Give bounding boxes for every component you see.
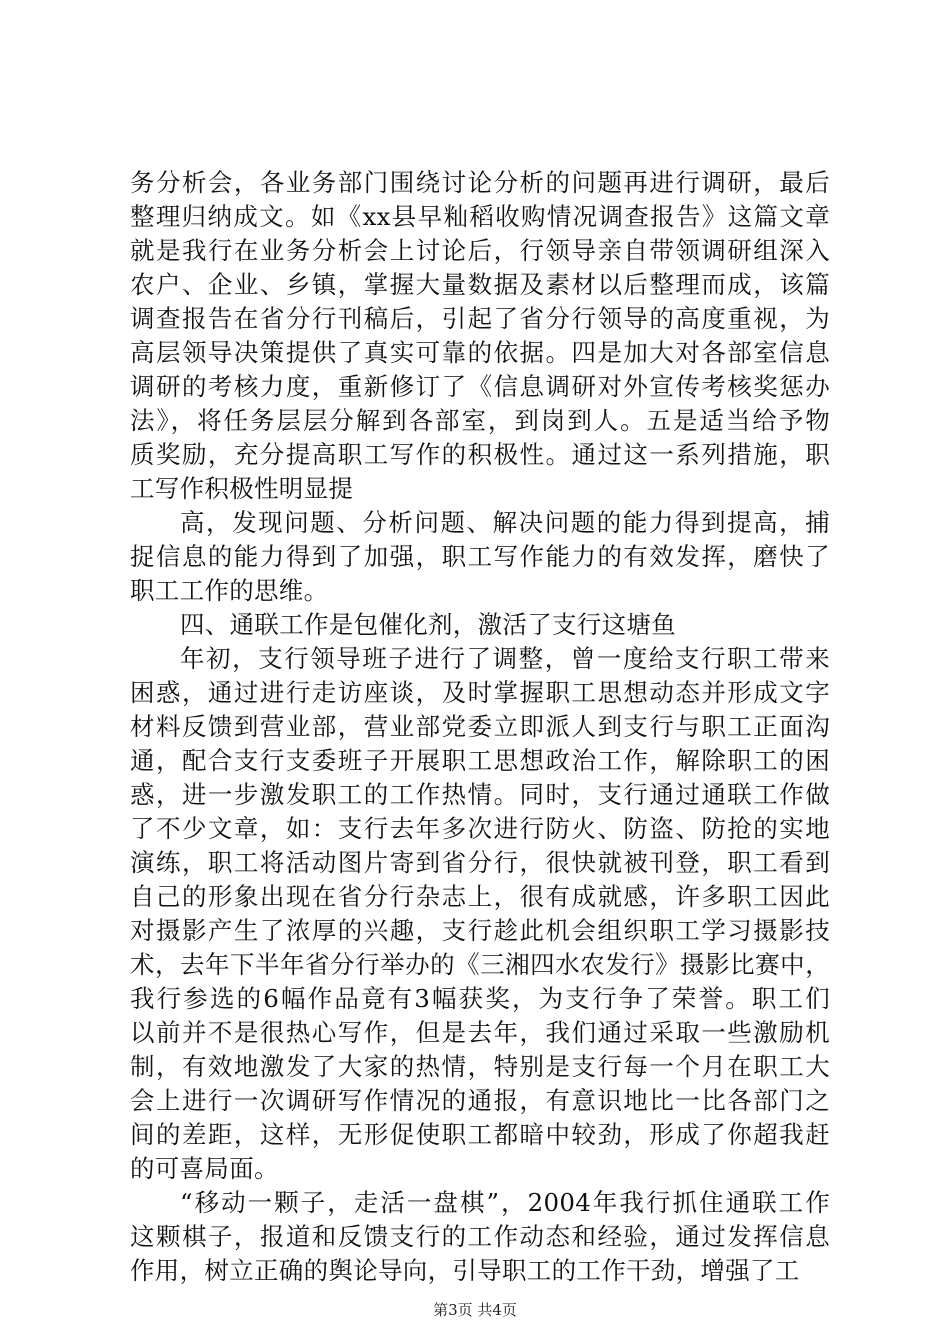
text-line: 惑，进一步激发职工的工作热情。同时，支行通过通联工作做 <box>130 780 830 809</box>
document-body <box>130 166 830 1288</box>
text-line: 职工工作的思维。 <box>130 576 329 605</box>
text-line: 质奖励，充分提高职工写作的积极性。通过这一系列措施，职 <box>130 440 830 469</box>
paragraph <box>130 608 830 642</box>
text-line: 法》，将任务层层分解到各部室，到岗到人。五是适当给予物 <box>130 406 830 435</box>
text-line: “移动一颗子，走活一盘棋”，2004年我行抓住通联工作 <box>180 1188 830 1217</box>
text-line: 以前并不是很热心写作，但是去年，我们通过采取一些激励机 <box>130 1018 830 1047</box>
text-line: 调查报告在省分行刊稿后，引起了省分行领导的高度重视，为 <box>130 304 830 333</box>
text-line: 制，有效地激发了大家的热情，特别是支行每一个月在职工大 <box>130 1052 830 1081</box>
text-line: 整理归纳成文。如《xx县早籼稻收购情况调查报告》这篇文章 <box>130 202 830 231</box>
text-line: 农户、企业、乡镇，掌握大量数据及素材以后整理而成，该篇 <box>130 270 830 299</box>
text-line: 调研的考核力度，重新修订了《信息调研对外宣传考核奖惩办 <box>130 372 830 401</box>
text-line: 作用，树立正确的舆论导向，引导职工的工作干劲，增强了工 <box>130 1256 800 1285</box>
text-line: 就是我行在业务分析会上讨论后，行领导亲自带领调研组深入 <box>130 236 830 265</box>
text-line: 演练，职工将活动图片寄到省分行，很快就被刊登，职工看到 <box>130 848 830 877</box>
text-line: 的可喜局面。 <box>130 1154 279 1183</box>
text-line: 材料反馈到营业部，营业部党委立即派人到支行与职工正面沟 <box>130 712 830 741</box>
text-line: 间的差距，这样，无形促使职工都暗中较劲，形成了你超我赶 <box>130 1120 830 1149</box>
text-line: 高，发现问题、分析问题、解决问题的能力得到提高，捕 <box>180 508 830 537</box>
text-line: 会上进行一次调研写作情况的通报，有意识地比一比各部门之 <box>130 1086 830 1115</box>
text-line: 四、通联工作是包催化剂，激活了支行这塘鱼 <box>180 610 676 639</box>
text-line: 通，配合支行支委班子开展职工思想政治工作，解除职工的困 <box>130 746 830 775</box>
paragraph <box>130 642 830 1186</box>
text-line: 术，去年下半年省分行举办的《三湘四水农发行》摄影比赛中， <box>130 950 830 979</box>
paragraph <box>130 166 830 506</box>
page-footer: 第3页 共4页 <box>433 1301 517 1319</box>
text-line: 捉信息的能力得到了加强，职工写作能力的有效发挥，磨快了 <box>130 542 830 571</box>
text-line: 工写作积极性明显提 <box>130 474 354 503</box>
text-line: 对摄影产生了浓厚的兴趣，支行趁此机会组织职工学习摄影技 <box>130 916 830 945</box>
text-line: 这颗棋子，报道和反馈支行的工作动态和经验，通过发挥信息 <box>130 1222 830 1251</box>
paragraph <box>130 1186 830 1288</box>
text-line: 了不少文章，如：支行去年多次进行防火、防盗、防抢的实地 <box>130 814 830 843</box>
text-line: 高层领导决策提供了真实可靠的依据。四是加大对各部室信息 <box>130 338 830 367</box>
text-line: 我行参选的6幅作品竟有3幅获奖，为支行争了荣誉。职工们 <box>130 984 830 1013</box>
text-line: 务分析会，各业务部门围绕讨论分析的问题再进行调研，最后 <box>130 168 830 197</box>
text-line: 自己的形象出现在省分行杂志上，很有成就感，许多职工因此 <box>130 882 830 911</box>
text-line: 困惑，通过进行走访座谈，及时掌握职工思想动态并形成文字 <box>130 678 830 707</box>
text-line: 年初，支行领导班子进行了调整，曾一度给支行职工带来 <box>180 644 830 673</box>
paragraph <box>130 506 830 608</box>
